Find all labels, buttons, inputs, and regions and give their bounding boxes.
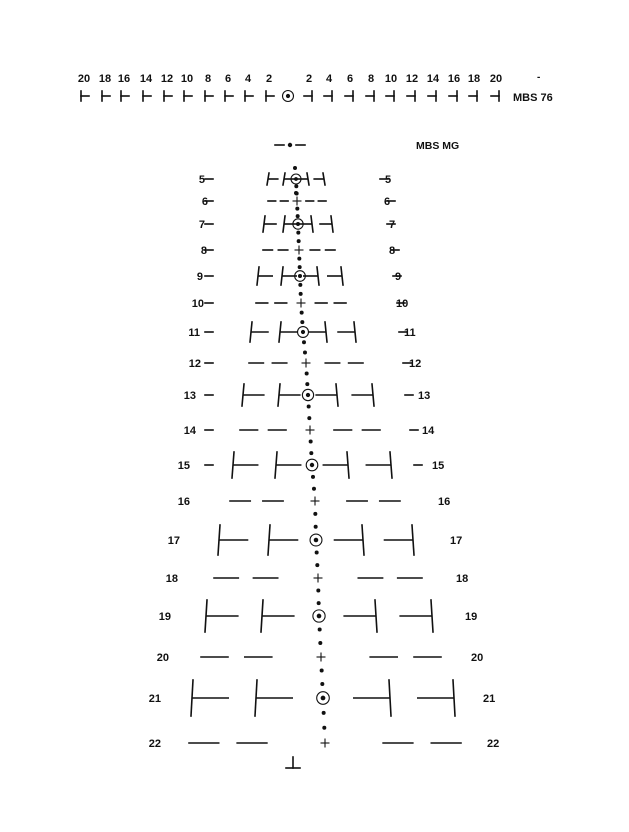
- top-scale-right-label: 14: [426, 73, 440, 85]
- top-scale-right-label: 6: [346, 73, 354, 85]
- row-label-left: 12: [188, 358, 201, 370]
- center-circled-dot-center: [296, 222, 300, 226]
- spine-dot: [315, 563, 319, 567]
- row-label-left: 21: [148, 693, 161, 705]
- row-label-left: 20: [156, 652, 169, 664]
- spine-dot: [318, 628, 322, 632]
- spine-dot: [307, 416, 311, 420]
- top-scale-right-label: 12: [405, 73, 419, 85]
- row-label-left: 22: [148, 738, 161, 750]
- center-cross: [321, 739, 330, 748]
- row-label-right: 7: [389, 219, 396, 231]
- spine-dot: [305, 382, 309, 386]
- spine-dot: [298, 265, 302, 269]
- center-circled-dot: [310, 534, 322, 546]
- spine-dot: [320, 669, 324, 673]
- spine-dot: [302, 340, 306, 344]
- top-scale: [78, 72, 553, 152]
- spine-dot: [299, 292, 303, 296]
- row-label-right: 19: [465, 611, 478, 623]
- center-circled-dot-center: [294, 177, 298, 181]
- spine-dot: [305, 372, 309, 376]
- spine-dot: [300, 311, 304, 315]
- center-cross: [295, 246, 304, 255]
- spine-dot: [322, 726, 326, 730]
- spine-dot: [322, 711, 326, 715]
- row-label-right: 21: [483, 693, 496, 705]
- center-circled-dot: [306, 459, 318, 471]
- center-cross: [314, 574, 323, 583]
- row-label-right: 20: [471, 652, 484, 664]
- row-label-right: 18: [456, 573, 469, 585]
- mg-mark-center-dot: [288, 143, 292, 147]
- spine-dot: [296, 214, 300, 218]
- top-scale-left-label: 16: [117, 73, 131, 85]
- spine-dot: [315, 551, 319, 555]
- top-scale-right-label: 10: [384, 73, 398, 85]
- row-label-left: 15: [177, 460, 190, 472]
- row-label-left: 10: [191, 298, 204, 310]
- row-label-left: 16: [177, 496, 190, 508]
- spine-dot: [295, 207, 299, 211]
- center-cross: [302, 359, 311, 368]
- row-label-right: 15: [432, 460, 445, 472]
- spine-dot: [296, 231, 300, 235]
- center-cross: [311, 497, 320, 506]
- top-scale-left-label: 6: [224, 73, 232, 85]
- row-label-left: 13: [183, 390, 196, 402]
- row-label-left: 14: [183, 425, 196, 437]
- row-label-right: 5: [385, 174, 392, 186]
- top-scale-left-label: 10: [180, 73, 194, 85]
- row-label-right: 14: [422, 425, 435, 437]
- spine-dot: [320, 682, 324, 686]
- top-scale-left-label: 2: [265, 73, 273, 85]
- center-circled-dot-center: [314, 538, 319, 543]
- spine-dot: [313, 512, 317, 516]
- row-label-right: 8: [389, 245, 396, 257]
- row-label-right: 11: [404, 327, 416, 339]
- center-circled-dot-center: [310, 463, 314, 467]
- center-circled-dot-center: [321, 696, 326, 701]
- center-circled-dot: [313, 610, 325, 622]
- top-scale-right-label: 8: [367, 73, 375, 85]
- row-label-left: 11: [188, 327, 200, 339]
- top-scale-left-label: 8: [204, 73, 212, 85]
- center-circled-dot-center: [317, 614, 322, 619]
- mbs76-label: MBS 76: [513, 92, 553, 104]
- center-circled-dot-center: [301, 330, 305, 334]
- row-label-left: 8: [200, 245, 207, 257]
- top-scale-right-label: 18: [467, 73, 481, 85]
- mbs-mg-label: MBS MG: [416, 140, 460, 152]
- row-label-left: 19: [158, 611, 171, 623]
- spine-dot: [312, 487, 316, 491]
- top-scale-center-mark-center: [286, 94, 290, 98]
- row-label-right: 9: [395, 271, 402, 283]
- top-scale-right-label: 4: [325, 73, 333, 85]
- row-label-right: 10: [396, 298, 409, 310]
- spine-dot: [297, 239, 301, 243]
- row-label-right: 13: [418, 390, 431, 402]
- row-label-left: 7: [198, 219, 205, 231]
- spine-dot: [303, 350, 307, 354]
- row-labels: [149, 174, 500, 750]
- spine-dot: [316, 589, 320, 593]
- top-scale-left-label: 20: [77, 73, 91, 85]
- row-label-left: 6: [201, 196, 208, 208]
- spine-dot: [293, 166, 297, 170]
- center-circled-dot: [298, 327, 309, 338]
- center-circled-dot: [302, 389, 313, 400]
- row-label-right: 22: [487, 738, 500, 750]
- top-scale-left-label: 4: [244, 73, 252, 85]
- row-label-right: 6: [384, 196, 391, 208]
- center-cross: [317, 653, 326, 662]
- spine-dot: [294, 184, 298, 188]
- spine-dot: [309, 451, 313, 455]
- spine-dot: [314, 525, 318, 529]
- row-label-right: 12: [409, 358, 422, 370]
- row-label-left: 18: [165, 573, 178, 585]
- top-scale-right-label: 2: [305, 73, 313, 85]
- center-cross: [293, 197, 302, 206]
- top-scale-mark: -: [537, 72, 541, 83]
- center-circled-dot-center: [298, 274, 302, 278]
- top-scale-right-label: 16: [447, 73, 461, 85]
- spine-dot: [294, 191, 298, 195]
- top-scale-left-label: 12: [160, 73, 174, 85]
- center-circled-dot-center: [306, 393, 310, 397]
- top-scale-center-mark: [283, 91, 294, 102]
- row-label-left: 17: [167, 535, 180, 547]
- center-cross: [306, 426, 315, 435]
- spine-dot: [318, 641, 322, 645]
- top-scale-right-label: 20: [489, 73, 503, 85]
- reticle-lines: [189, 143, 461, 768]
- spine-dot: [307, 405, 311, 409]
- top-scale-left-label: 18: [98, 73, 112, 85]
- center-circled-dot: [317, 692, 330, 705]
- spine-dot: [317, 601, 321, 605]
- row-label-right: 16: [438, 496, 451, 508]
- spine-dot: [311, 475, 315, 479]
- spine-dot: [298, 283, 302, 287]
- row-label-right: 17: [450, 535, 463, 547]
- center-cross: [297, 299, 306, 308]
- spine-dot: [309, 440, 313, 444]
- top-scale-left-label: 14: [139, 73, 153, 85]
- spine-dot: [297, 257, 301, 261]
- row-label-left: 9: [196, 271, 203, 283]
- spine-dot: [300, 320, 304, 324]
- row-label-left: 5: [198, 174, 205, 186]
